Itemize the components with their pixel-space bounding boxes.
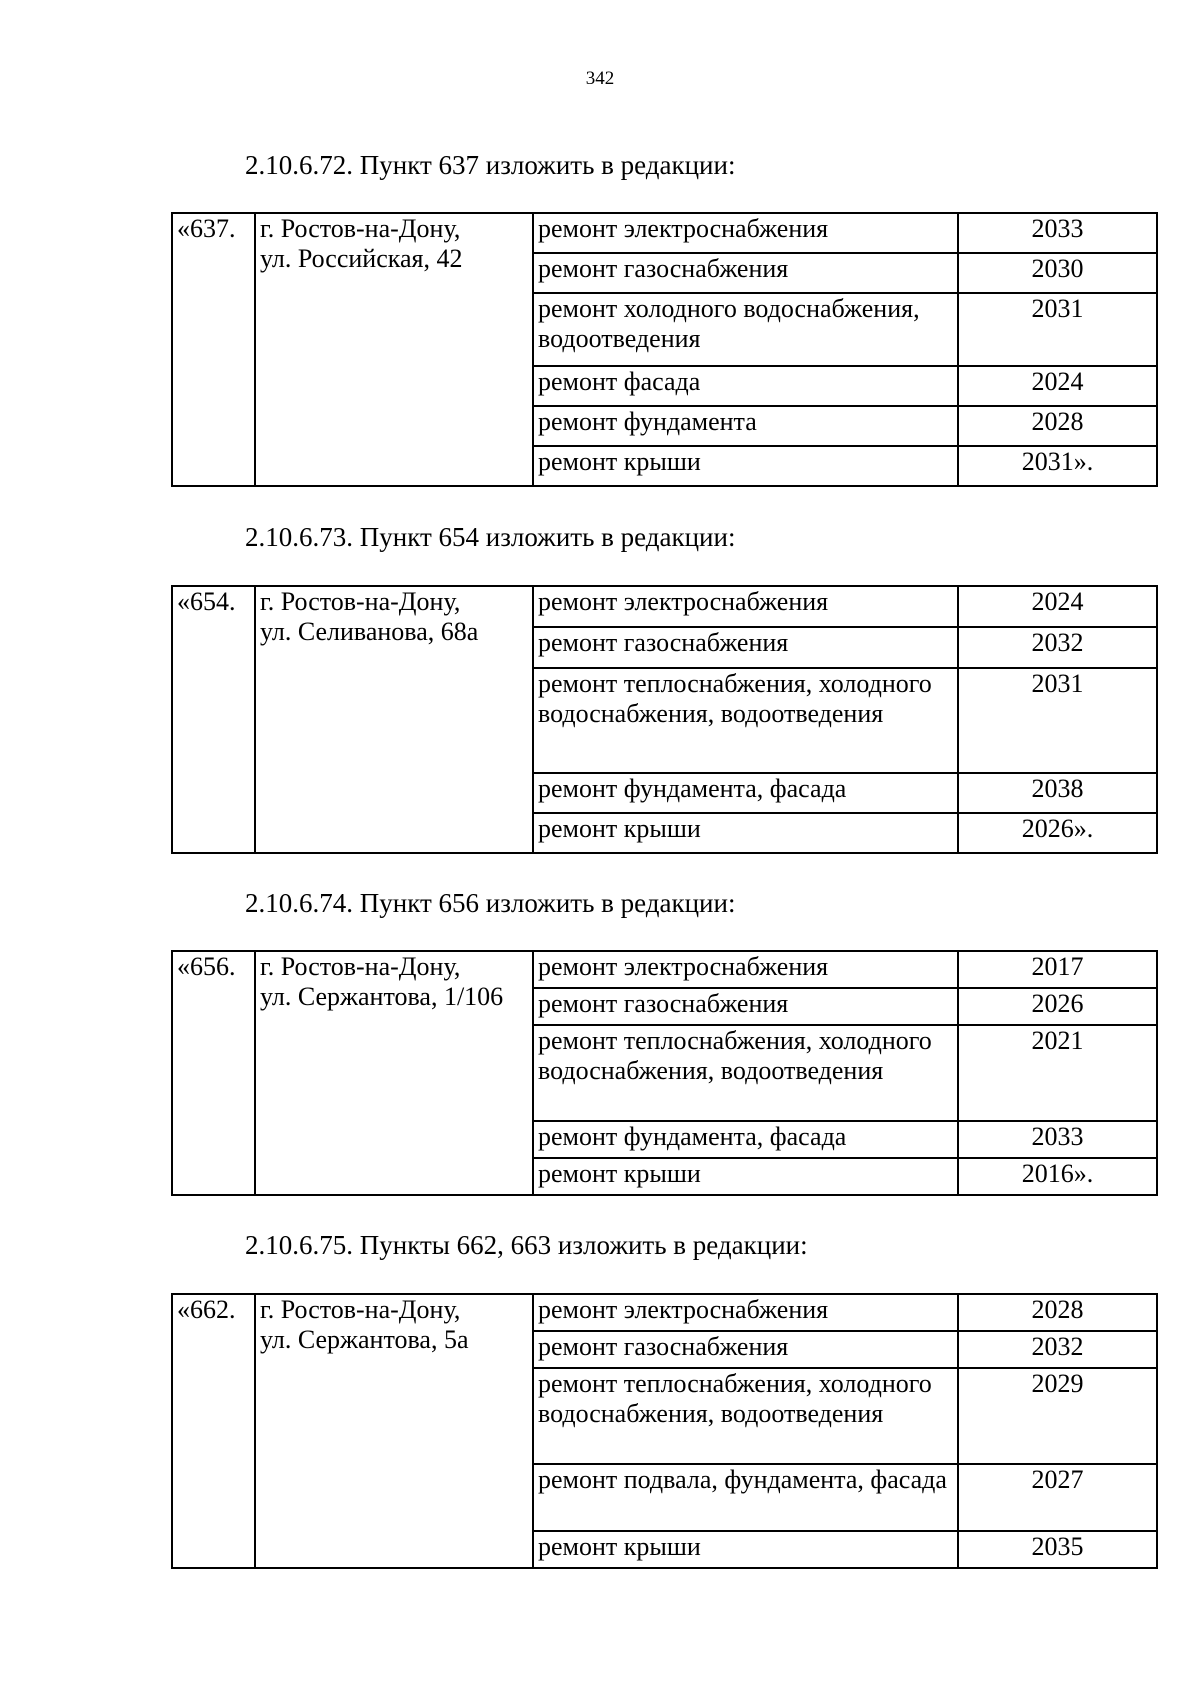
section-heading: 2.10.6.72. Пункт 637 изложить в редакции: bbox=[245, 150, 736, 180]
work-year: 2026 bbox=[958, 988, 1157, 1025]
work-year: 2033 bbox=[958, 213, 1157, 253]
work-year: 2028 bbox=[958, 406, 1157, 446]
work-year: 2030 bbox=[958, 253, 1157, 293]
item-number: «662. bbox=[172, 1294, 255, 1568]
work-year: 2031 bbox=[958, 293, 1157, 366]
work-type: ремонт теплоснабжения, холодного водоснабжения, водоотведения bbox=[533, 668, 958, 773]
work-type: ремонт подвала, фундамента, фасада bbox=[533, 1464, 958, 1531]
work-year: 2031 bbox=[958, 668, 1157, 773]
item-address: г. Ростов-на-Дону, ул. Российская, 42 bbox=[255, 213, 533, 486]
work-year: 2026». bbox=[958, 813, 1157, 853]
item-number: «637. bbox=[172, 213, 255, 486]
work-type: ремонт крыши bbox=[533, 1531, 958, 1568]
amendment-table bbox=[171, 1293, 1158, 1569]
work-year: 2024 bbox=[958, 366, 1157, 406]
work-year: 2027 bbox=[958, 1464, 1157, 1531]
work-year: 2021 bbox=[958, 1025, 1157, 1121]
work-year: 2024 bbox=[958, 586, 1157, 627]
work-year: 2031». bbox=[958, 446, 1157, 486]
work-type: ремонт электроснабжения bbox=[533, 586, 958, 627]
section-heading: 2.10.6.75. Пункты 662, 663 изложить в редакции: bbox=[245, 1230, 808, 1260]
work-type: ремонт фундамента, фасада bbox=[533, 1121, 958, 1158]
table-row bbox=[172, 586, 1157, 627]
amendment-table bbox=[171, 212, 1158, 487]
item-address: г. Ростов-на-Дону, ул. Селиванова, 68а bbox=[255, 586, 533, 853]
item-number: «654. bbox=[172, 586, 255, 853]
work-year: 2016». bbox=[958, 1158, 1157, 1195]
work-year: 2028 bbox=[958, 1294, 1157, 1331]
work-type: ремонт фундамента bbox=[533, 406, 958, 446]
work-year: 2038 bbox=[958, 773, 1157, 813]
work-type: ремонт газоснабжения bbox=[533, 253, 958, 293]
work-type: ремонт теплоснабжения, холодного водоснабжения, водоотведения bbox=[533, 1025, 958, 1121]
work-type: ремонт газоснабжения bbox=[533, 1331, 958, 1368]
work-year: 2029 bbox=[958, 1368, 1157, 1464]
amendment-table bbox=[171, 950, 1158, 1196]
work-type: ремонт газоснабжения bbox=[533, 627, 958, 668]
work-type: ремонт фасада bbox=[533, 366, 958, 406]
work-year: 2017 bbox=[958, 951, 1157, 988]
table-row bbox=[172, 1294, 1157, 1331]
table-row bbox=[172, 213, 1157, 253]
item-address: г. Ростов-на-Дону, ул. Сержантова, 1/106 bbox=[255, 951, 533, 1195]
item-number: «656. bbox=[172, 951, 255, 1195]
work-year: 2032 bbox=[958, 1331, 1157, 1368]
table-row bbox=[172, 951, 1157, 988]
work-type: ремонт крыши bbox=[533, 813, 958, 853]
work-year: 2035 bbox=[958, 1531, 1157, 1568]
work-type: ремонт фундамента, фасада bbox=[533, 773, 958, 813]
work-type: ремонт крыши bbox=[533, 1158, 958, 1195]
section-heading: 2.10.6.74. Пункт 656 изложить в редакции: bbox=[245, 888, 736, 918]
work-type: ремонт крыши bbox=[533, 446, 958, 486]
work-type: ремонт газоснабжения bbox=[533, 988, 958, 1025]
section-heading: 2.10.6.73. Пункт 654 изложить в редакции: bbox=[245, 522, 736, 552]
page-number: 342 bbox=[585, 68, 615, 89]
item-address: г. Ростов-на-Дону, ул. Сержантова, 5а bbox=[255, 1294, 533, 1568]
work-type: ремонт холодного водоснабжения, водоотведения bbox=[533, 293, 958, 366]
work-type: ремонт электроснабжения bbox=[533, 951, 958, 988]
work-year: 2033 bbox=[958, 1121, 1157, 1158]
work-type: ремонт теплоснабжения, холодного водоснабжения, водоотведения bbox=[533, 1368, 958, 1464]
work-year: 2032 bbox=[958, 627, 1157, 668]
work-type: ремонт электроснабжения bbox=[533, 213, 958, 253]
work-type: ремонт электроснабжения bbox=[533, 1294, 958, 1331]
amendment-table bbox=[171, 585, 1158, 854]
